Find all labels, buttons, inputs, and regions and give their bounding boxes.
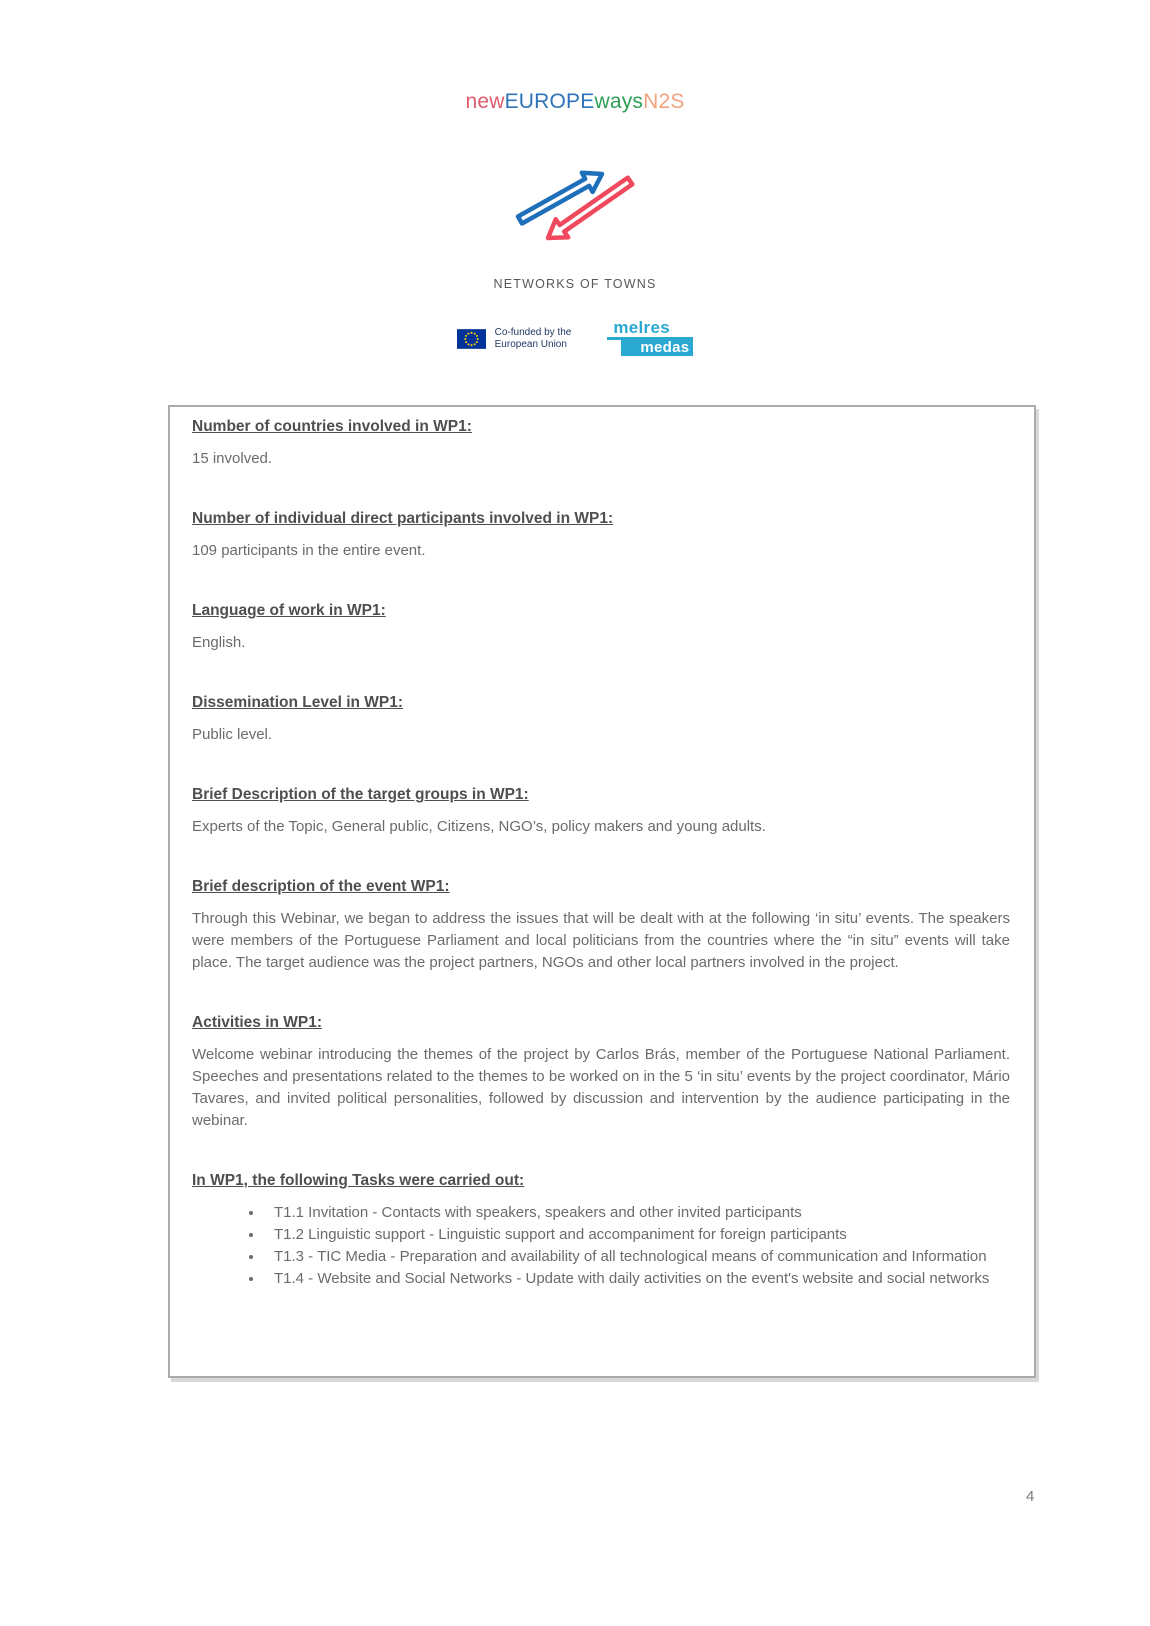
eu-flag-icon bbox=[457, 329, 486, 349]
eu-cofunding-text bbox=[495, 327, 572, 351]
section-dissemination bbox=[192, 692, 1010, 746]
task-item: • T1.2 Linguistic support - Linguistic support and accompaniment for foreign participants bbox=[264, 1224, 1010, 1246]
section-event-description bbox=[192, 876, 1010, 974]
section-body: Experts of the Topic, General public, Citizens, NGO’s, policy makers and young adults. bbox=[192, 818, 766, 835]
task-item: • T1.3 - TIC Media - Preparation and availability of all technological means of communication and Information bbox=[264, 1246, 1010, 1268]
project-brand-logo bbox=[0, 90, 1150, 114]
section-heading: Language of work in WP1: bbox=[192, 602, 386, 619]
section-heading: Brief Description of the target groups in WP1: bbox=[192, 786, 529, 803]
section-language bbox=[192, 600, 1010, 654]
section-heading: Number of countries involved in WP1: bbox=[192, 418, 472, 435]
section-heading: Number of individual direct participants involved in WP1: bbox=[192, 510, 614, 527]
section-heading: Dissemination Level in WP1: bbox=[192, 694, 404, 711]
melres-logo-top: melres bbox=[607, 321, 693, 340]
section-body: Welcome webinar introducing the themes of the project by Carlos Brás, member of the Portuguese National Parliament. Speeches and presentations related to the themes to be worked on in the 5 ‘in situ’ events by the project coordinator, Mário Tavares, and invited political personalities, followed by discussion and intervention by the audience participating in the webinar. bbox=[192, 1046, 1010, 1129]
section-target-groups bbox=[192, 784, 1010, 838]
tasks-list bbox=[192, 1202, 1010, 1290]
section-body: Through this Webinar, we began to address the issues that will be dealt with at the following ‘in situ’ events. The speakers were members of the Portuguese Parliament and local politicians from the countries where the “in situ” events will take place. The target audience was the project partners, NGOs and other local partners involved in the project. bbox=[192, 910, 1010, 971]
section-heading: Activities in WP1: bbox=[192, 1014, 323, 1031]
section-heading: Brief description of the event WP1: bbox=[192, 878, 450, 895]
page-number: 4 bbox=[1026, 1488, 1035, 1505]
section-tasks bbox=[192, 1170, 1010, 1290]
eu-cofunding-block bbox=[457, 327, 572, 351]
section-participants bbox=[192, 508, 1010, 562]
melres-medas-logo bbox=[607, 318, 693, 356]
task-item: • T1.4 - Website and Social Networks - Update with daily activities on the event's website and social networks bbox=[264, 1268, 1010, 1290]
task-item: • T1.1 Invitation - Contacts with speakers, speakers and other invited participants bbox=[264, 1202, 1010, 1224]
brand-segment-europe: EUROPE bbox=[504, 90, 595, 113]
section-body: 15 involved. bbox=[192, 450, 273, 467]
brand-segment-ways: ways bbox=[594, 90, 644, 113]
networks-of-towns-label: NETWORKS OF TOWNS bbox=[493, 277, 657, 291]
wp1-report-box bbox=[168, 405, 1036, 1378]
eu-cofunding-line2: European Union bbox=[494, 338, 567, 350]
section-body: English. bbox=[192, 634, 246, 651]
brand-segment-new: new bbox=[465, 90, 505, 113]
section-activities bbox=[192, 1012, 1010, 1132]
melres-logo-bottom: medas bbox=[621, 340, 693, 356]
section-body: 109 participants in the entire event. bbox=[192, 542, 426, 559]
page-header bbox=[0, 0, 1150, 356]
section-countries bbox=[192, 416, 1010, 470]
section-heading: In WP1, the following Tasks were carried out: bbox=[192, 1172, 525, 1189]
crossed-arrows-icon bbox=[0, 148, 1150, 253]
eu-cofunding-line1: Co-funded by the bbox=[494, 326, 572, 338]
section-body: Public level. bbox=[192, 726, 273, 743]
brand-segment-n2s: N2S bbox=[643, 90, 685, 113]
funding-logos-row bbox=[0, 318, 1150, 356]
